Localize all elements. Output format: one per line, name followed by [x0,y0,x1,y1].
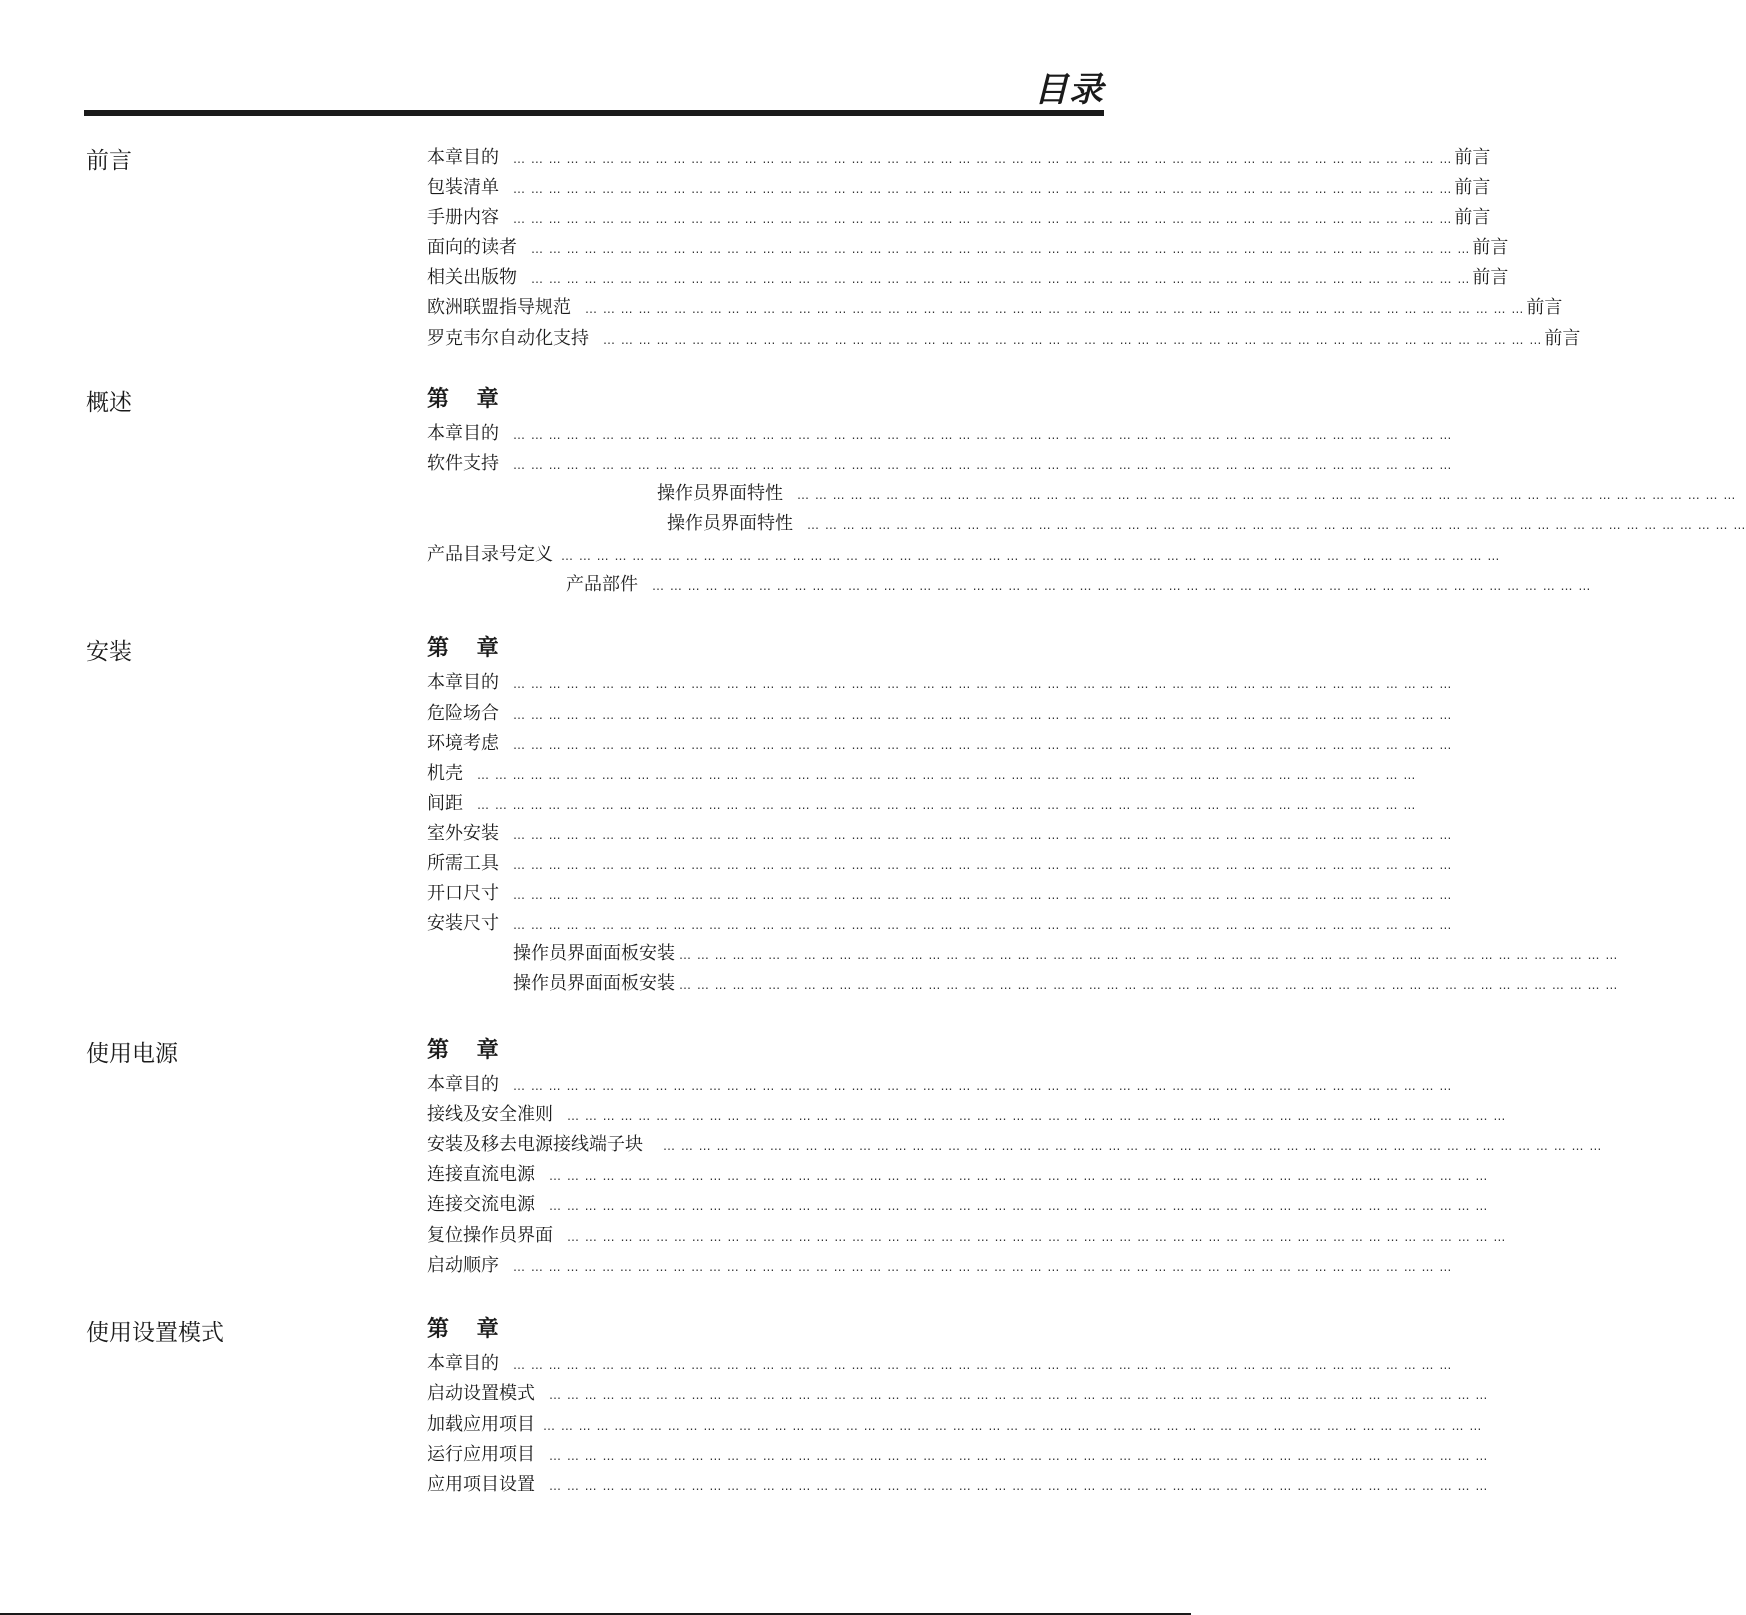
leader-dots: … … … … … … … … … … … … … … … … … … … … … … … … … … … … … … … … … … … … … … … … … … … … … … … … … … … … … [679,978,1619,992]
section-name: 使用设置模式 [86,1320,224,1346]
toc-entry-page: 前言 [1454,177,1491,198]
leader-dots: … … … … … … … … … … … … … … … … … … … … … … … … … … … … … … … … … … … … … … … … … … … … … … … … … … … … … [549,1449,1489,1463]
toc-entry-label: 本章目的 [427,1353,499,1374]
toc-entry-label: 本章目的 [427,147,499,168]
toc-entry-label: 启动设置模式 [427,1383,535,1404]
toc-entry-label: 开口尺寸 [427,883,499,904]
leader-dots: … … … … … … … … … … … … … … … … … … … … … … … … … … … … … … … … … … … … … … … … … … … … … … … … … … … … … [513,1358,1453,1372]
toc-entry[interactable] [427,418,1453,446]
toc-entry-label: 操作员界面面板安装 [513,943,675,964]
leader-dots: … … … … … … … … … … … … … … … … … … … … … … … … … … … … … … … … … … … … … … … … … … … … … … … … … … … … … [513,182,1453,196]
section-name: 安装 [86,639,132,665]
toc-entry-label: 软件支持 [427,453,499,474]
leader-dots: … … … … … … … … … … … … … … … … … … … … … … … … … … … … … … … … … … … … … … … … … … … … … … … … … … … … … [807,518,1746,532]
toc-entry[interactable] [427,848,1453,876]
leader-dots: … … … … … … … … … … … … … … … … … … … … … … … … … … … … … … … … … … … … … … … … … … … … … … … … … … … … … [513,677,1453,691]
toc-entry-page: 前言 [1454,147,1491,168]
toc-entry[interactable] [427,878,1453,906]
toc-entry[interactable] [566,569,1592,597]
toc-entry-label: 包装清单 [427,177,499,198]
leader-dots: … … … … … … … … … … … … … … … … … … … … … … … … … … … … … … … … … … … … … … … … … … … … … … … … … … … … … [513,888,1453,902]
leader-dots: … … … … … … … … … … … … … … … … … … … … … … … … … … … … … … … … … … … … … … … … … … … … … … … … … … … … … [513,1079,1453,1093]
toc-entry-page: 前言 [1526,297,1563,318]
toc-entry-label: 连接交流电源 [427,1194,535,1215]
toc-entry-label: 环境考虑 [427,733,499,754]
toc-entry[interactable] [427,1189,1489,1217]
title-rule [84,110,1104,116]
leader-dots: … … … … … … … … … … … … … … … … … … … … … … … … … … … … … … … … … … … … … … … … … … … … … … … … … … … … … [513,828,1453,842]
leader-dots: … … … … … … … … … … … … … … … … … … … … … … … … … … … … … … … … … … … … … … … … … … … … … … … … … … … … … [561,549,1501,563]
toc-entry-label-2: 应用项目 [463,1414,535,1435]
toc-entry-label: 启动顺序 [427,1255,499,1276]
leader-dots: … … … … … … … … … … … … … … … … … … … … … … … … … … … … … … … … … … … … … … … … … … … … … … … … … … … … … [549,1169,1489,1183]
page-title: 目录 [1034,70,1104,110]
toc-entry-page: 前言 [1472,267,1509,288]
toc-entry-label: 相关出版物 [427,267,517,288]
toc-entry[interactable] [427,1129,1603,1157]
chapter-heading: 第 章 [427,387,509,412]
toc-entry[interactable] [427,448,1453,476]
leader-dots: … … … … … … … … … … … … … … … … … … … … … … … … … … … … … … … … … … … … … … … … … … … … … … … … … … … … … [513,858,1453,872]
toc-entry[interactable] [427,323,1581,351]
leader-dots: … … … … … … … … … … … … … … … … … … … … … … … … … … … … … … … … … … … … … … … … … … … … … … … … … … … … … [567,1230,1507,1244]
toc-entry[interactable] [427,908,1453,936]
toc-entry-label: 罗克韦尔自动化支持 [427,328,589,349]
toc-entry-label: 机壳 [427,763,463,784]
toc-entry-label: 室外安装 [427,823,499,844]
toc-entry[interactable] [427,539,1501,567]
toc-entry-label: 本章目的 [427,1074,499,1095]
toc-entry-label: 运行应用项目 [427,1444,535,1465]
chapter-heading: 第 章 [427,1038,509,1063]
section-name: 概述 [86,390,132,416]
toc-entry[interactable] [427,262,1509,290]
toc-entry-label: 本章目的 [427,423,499,444]
toc-entry[interactable] [427,728,1453,756]
toc-entry-label: 手册内容 [427,207,499,228]
toc-entry-label: 应用项目设置 [427,1474,535,1495]
toc-entry-label: 所需工具 [427,853,499,874]
toc-entry[interactable] [427,1469,1489,1497]
toc-entry[interactable] [427,788,1417,816]
toc-entry-label: 产品部件 [566,574,638,595]
toc-entry[interactable] [427,818,1453,846]
leader-dots: … … … … … … … … … … … … … … … … … … … … … … … … … … … … … … … … … … … … … … … … … … … … … … … … … … … … … [549,1388,1489,1402]
leader-dots: … … … … … … … … … … … … … … … … … … … … … … … … … … … … … … … … … … … … … … … … … … … … … … … … … … … … … [513,428,1453,442]
leader-dots: … … … … … … … … … … … … … … … … … … … … … … … … … … … … … … … … … … … … … … … … … … … … … … … … … … … … … [477,798,1417,812]
section-name: 使用电源 [86,1041,178,1067]
toc-entry[interactable] [427,1409,1483,1437]
leader-dots: … … … … … … … … … … … … … … … … … … … … … … … … … … … … … … … … … … … … … … … … … … … … … … … … … … … … … [567,1109,1507,1123]
leader-dots: … … … … … … … … … … … … … … … … … … … … … … … … … … … … … … … … … … … … … … … … … … … … … … … … … … … … … [513,1260,1453,1274]
leader-dots: … … … … … … … … … … … … … … … … … … … … … … … … … … … … … … … … … … … … … … … … … … … … … … … … … … … … … [531,272,1471,286]
toc-entry-label-2: 指导规范 [499,297,571,318]
toc-entry[interactable] [427,142,1491,170]
leader-dots: … … … … … … … … … … … … … … … … … … … … … … … … … … … … … … … … … … … … … … … … … … … … … … … … … … … … … [663,1139,1603,1153]
toc-entry-label: 间距 [427,793,463,814]
toc-entry-label: 操作员界面面板安装 [513,973,675,994]
toc-entry[interactable] [427,172,1491,200]
toc-entry-label: 安装及移去电源接线端子块 [427,1134,643,1155]
toc-entry[interactable] [427,292,1563,320]
toc-entry-label: 安装尺寸 [427,913,499,934]
toc-entry[interactable] [657,478,1737,506]
toc-entry[interactable] [427,698,1453,726]
leader-dots: … … … … … … … … … … … … … … … … … … … … … … … … … … … … … … … … … … … … … … … … … … … … … … … … … … … … … [549,1479,1489,1493]
toc-entry-page: 前言 [1544,328,1581,349]
toc-entry-page: 前言 [1454,207,1491,228]
toc-entry[interactable] [427,1439,1489,1467]
toc-entry-label: 操作员界面特性 [657,483,783,504]
toc-entry[interactable] [427,232,1509,260]
toc-entry[interactable] [427,667,1453,695]
section-name: 前言 [86,148,132,174]
leader-dots: … … … … … … … … … … … … … … … … … … … … … … … … … … … … … … … … … … … … … … … … … … … … … … … … … … … … … [679,948,1619,962]
toc-entry-label: 欧洲联盟 [427,297,499,318]
leader-dots: … … … … … … … … … … … … … … … … … … … … … … … … … … … … … … … … … … … … … … … … … … … … … … … … … … … … … [603,333,1543,347]
leader-dots: … … … … … … … … … … … … … … … … … … … … … … … … … … … … … … … … … … … … … … … … … … … … … … … … … … … … … [513,918,1453,932]
toc-entry[interactable] [427,758,1417,786]
leader-dots: … … … … … … … … … … … … … … … … … … … … … … … … … … … … … … … … … … … … … … … … … … … … … … … … … … … … … [585,302,1525,316]
leader-dots: … … … … … … … … … … … … … … … … … … … … … … … … … … … … … … … … … … … … … … … … … … … … … … … … … … … … … [513,152,1453,166]
leader-dots: … … … … … … … … … … … … … … … … … … … … … … … … … … … … … … … … … … … … … … … … … … … … … … … … … … … … … [531,242,1471,256]
toc-entry[interactable] [427,1250,1453,1278]
leader-dots: … … … … … … … … … … … … … … … … … … … … … … … … … … … … … … … … … … … … … … … … … … … … … … … … … … … … … [549,1199,1489,1213]
toc-entry[interactable] [427,1220,1507,1248]
toc-entry[interactable] [427,1099,1507,1127]
toc-entry[interactable] [513,938,1619,966]
leader-dots: … … … … … … … … … … … … … … … … … … … … … … … … … … … … … … … … … … … … … … … … … … … … … … … … … … … … … [513,708,1453,722]
leader-dots: … … … … … … … … … … … … … … … … … … … … … … … … … … … … … … … … … … … … … … … … … … … … … … … … … … … … … [513,458,1453,472]
toc-entry-label: 危险场合 [427,703,499,724]
toc-entry[interactable] [427,1069,1453,1097]
toc-entry[interactable] [427,1378,1489,1406]
toc-entry[interactable] [427,1348,1453,1376]
toc-entry[interactable] [427,1159,1489,1187]
chapter-heading: 第 章 [427,636,509,661]
leader-dots: … … … … … … … … … … … … … … … … … … … … … … … … … … … … … … … … … … … … … … … … … … … … … … … … … … … … … [477,768,1417,782]
toc-entry-label: 产品目录号定义 [427,544,553,565]
leader-dots: … … … … … … … … … … … … … … … … … … … … … … … … … … … … … … … … … … … … … … … … … … … … … … … … … … … … … [513,738,1453,752]
leader-dots: … … … … … … … … … … … … … … … … … … … … … … … … … … … … … … … … … … … … … … … … … … … … … … … … … … … … … [797,488,1737,502]
toc-entry[interactable] [513,968,1619,996]
toc-entry-label: 复位操作员界面 [427,1225,553,1246]
toc-entry[interactable] [667,508,1746,536]
toc-entry-label: 接线及安全准则 [427,1104,553,1125]
toc-entry-label: 本章目的 [427,672,499,693]
toc-entry-label: 连接直流电源 [427,1164,535,1185]
chapter-heading: 第 章 [427,1317,509,1342]
toc-entry-label: 加载 [427,1414,463,1435]
leader-dots: … … … … … … … … … … … … … … … … … … … … … … … … … … … … … … … … … … … … … … … … … … … … … … … … … … … … … [652,579,1592,593]
toc-entry-label: 面向的读者 [427,237,517,258]
toc-entry[interactable] [427,202,1491,230]
toc-entry-page: 前言 [1472,237,1509,258]
toc-entry-label: 操作员界面特性 [667,513,793,534]
leader-dots: … … … … … … … … … … … … … … … … … … … … … … … … … … … … … … … … … … … … … … … … … … … … … … … … … … … … … [543,1419,1483,1433]
leader-dots: … … … … … … … … … … … … … … … … … … … … … … … … … … … … … … … … … … … … … … … … … … … … … … … … … … … … … [513,212,1453,226]
